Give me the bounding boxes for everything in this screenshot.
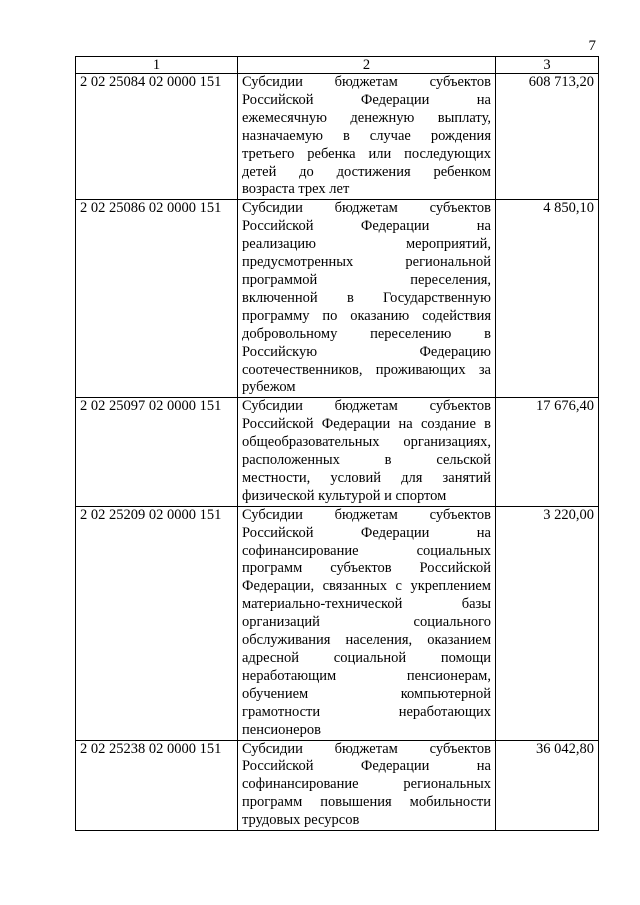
- revenue-name-line: обслуживания населения, оказанием: [242, 632, 491, 649]
- revenue-name-line: предусмотренных региональной: [242, 254, 491, 271]
- revenue-name-line: Российской Федерации на: [242, 91, 491, 108]
- revenue-name-cell: [238, 506, 496, 740]
- revenue-name-cell: [238, 740, 496, 831]
- revenue-name-line: Российской Федерации на: [242, 218, 491, 235]
- revenue-name-line: общеобразовательных организациях,: [242, 434, 491, 451]
- table-row: [76, 506, 599, 740]
- amount-cell: 36 042,80: [496, 740, 599, 831]
- revenue-name-cell: [238, 74, 496, 200]
- revenue-name-line: реализацию мероприятий,: [242, 236, 491, 253]
- table-row: [76, 740, 599, 831]
- amount-cell: 608 713,20: [496, 74, 599, 200]
- revenue-code-cell: 2 02 25209 02 0000 151: [76, 506, 238, 740]
- table-row: [76, 398, 599, 506]
- revenue-name-line: Субсидии бюджетам субъектов: [242, 506, 491, 523]
- table-row: [76, 74, 599, 200]
- revenue-name-line: программой переселения,: [242, 271, 491, 288]
- revenue-name-line: третьего ребенка или последующих: [242, 145, 491, 162]
- revenue-name-line: организаций социального: [242, 614, 491, 631]
- revenue-name-line: рубежом: [242, 379, 296, 396]
- revenue-name-line: неработающим пенсионерам,: [242, 667, 491, 684]
- revenue-name-line: трудовых ресурсов: [242, 812, 360, 829]
- revenue-name-line: Субсидии бюджетам субъектов: [242, 74, 491, 90]
- table-row: [76, 200, 599, 398]
- page-number: 7: [588, 38, 596, 54]
- revenue-name-line: адресной социальной помощи: [242, 650, 491, 666]
- table-body: [76, 74, 599, 831]
- revenue-name-line: Субсидии бюджетам субъектов: [242, 200, 491, 217]
- revenue-name-line: материально-технической базы: [242, 596, 491, 613]
- revenue-name-line: грамотности неработающих: [242, 703, 491, 720]
- revenue-code-cell: 2 02 25086 02 0000 151: [76, 200, 238, 398]
- revenue-name-line: возраста трех лет: [242, 181, 350, 198]
- revenue-name-line: программ повышения мобильности: [242, 794, 491, 811]
- revenue-code-cell: 2 02 25084 02 0000 151: [76, 74, 238, 200]
- revenue-name-line: программ субъектов Российской: [242, 560, 491, 577]
- revenue-name-line: расположенных в сельской: [242, 452, 491, 469]
- revenue-name-line: софинансирование региональных: [242, 776, 491, 793]
- amount-cell: 4 850,10: [496, 200, 599, 398]
- revenue-name-cell: [238, 200, 496, 398]
- revenue-name-line: Федерации, связанных с укреплением: [242, 578, 491, 595]
- revenue-name-line: детей до достижения ребенком: [242, 163, 491, 180]
- revenue-name-line: добровольному переселению в: [242, 325, 491, 342]
- revenue-name-cell: [238, 398, 496, 506]
- revenue-name-line: Субсидии бюджетам субъектов: [242, 740, 491, 757]
- budget-revenue-table: [75, 56, 599, 831]
- header-column-number: 3: [496, 57, 599, 74]
- table-header-row: [76, 57, 599, 74]
- header-column-number: 2: [238, 57, 496, 74]
- revenue-name-line: Российской Федерации на создание в: [242, 416, 491, 433]
- revenue-name-line: Российской Федерации на: [242, 524, 491, 541]
- revenue-name-line: назначаемую в случае рождения: [242, 127, 491, 144]
- revenue-code-cell: 2 02 25238 02 0000 151: [76, 740, 238, 831]
- amount-cell: 17 676,40: [496, 398, 599, 506]
- revenue-name-line: включенной в Государственную: [242, 289, 491, 306]
- revenue-name-line: физической культурой и спортом: [242, 487, 447, 504]
- revenue-name-line: программу по оказанию содействия: [242, 307, 491, 324]
- revenue-name-line: обучением компьютерной: [242, 685, 491, 702]
- revenue-name-line: ежемесячную денежную выплату,: [242, 109, 491, 126]
- header-column-number: 1: [76, 57, 238, 74]
- revenue-code-cell: 2 02 25097 02 0000 151: [76, 398, 238, 506]
- revenue-name-line: соотечественников, проживающих за: [242, 361, 491, 378]
- revenue-name-line: Российскую Федерацию: [242, 343, 491, 360]
- revenue-name-line: пенсионеров: [242, 721, 321, 738]
- revenue-name-line: Субсидии бюджетам субъектов: [242, 398, 491, 415]
- revenue-name-line: местности, условий для занятий: [242, 469, 491, 486]
- revenue-name-line: Российской Федерации на: [242, 758, 491, 775]
- amount-cell: 3 220,00: [496, 506, 599, 740]
- revenue-name-line: софинансирование социальных: [242, 542, 491, 559]
